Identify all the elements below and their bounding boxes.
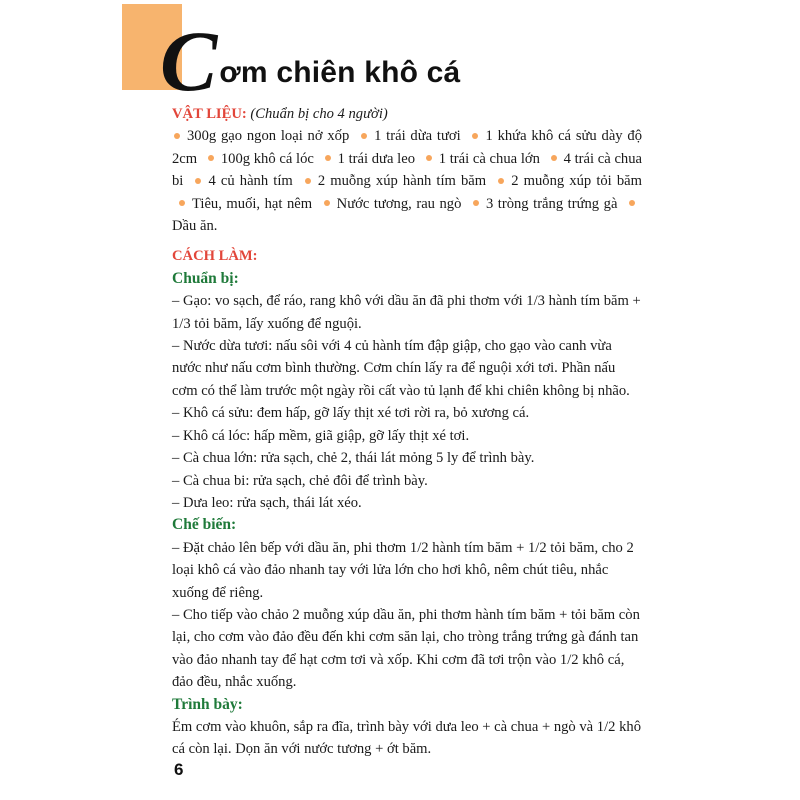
ingredients-list	[172, 125, 642, 237]
bullet-icon	[208, 155, 214, 161]
cook-step: – Đặt chảo lên bếp với dầu ăn, phi thơm 1/2 hành tím băm + 1/2 tỏi băm, cho 2 loại khô cá vào đảo nhanh tay với lửa lớn cho hơi khô, nêm chút tiêu, nhắc xuống để riêng.	[172, 539, 634, 601]
ingredient-item: Tiêu, muối, hạt nêm	[192, 195, 313, 212]
ingredient-item: 300g gạo ngon loại nở xốp	[187, 128, 350, 145]
prep-step: – Nước dừa tươi: nấu sôi với 4 củ hành tím đập giập, cho gạo vào canh vừa nước như nấu cơm bình thường. Cơm chín lấy ra để nguội xới tơi. Phần nấu cơm có thể làm trước một ngày rồi cất vào tủ lạnh để khi chiên không bị nhão.	[172, 338, 630, 399]
prep-step: – Gạo: vo sạch, để ráo, rang khô với dầu ăn đã phi thơm với 1/3 hành tím băm + 1/3 tỏi băm, lấy xuống để nguội.	[172, 293, 641, 332]
ingredient-item: 4 củ hành tím	[208, 173, 293, 190]
bullet-icon	[498, 178, 504, 184]
ingredient-item: 1 trái dưa leo	[337, 150, 415, 167]
page-number: 6	[174, 760, 184, 779]
bullet-icon	[325, 155, 331, 161]
bullet-icon	[426, 155, 432, 161]
bullet-icon	[195, 178, 201, 184]
servings-note: (Chuẩn bị cho 4 người)	[250, 106, 388, 122]
ingredient-item: 1 khứa khô cá sửu dày độ 2cm	[172, 128, 642, 167]
ingredient-item: 2 muỗng xúp hành tím băm	[317, 173, 487, 190]
title-initial: C	[160, 13, 218, 109]
cook-heading: Chế biến:	[172, 516, 237, 534]
prep-step: – Dưa leo: rửa sạch, thái lát xéo.	[172, 494, 362, 511]
title-text: ơm chiên khô cá	[219, 56, 461, 89]
bullet-icon	[179, 200, 185, 206]
bullet-icon	[472, 133, 478, 139]
ingredients-heading: VẬT LIỆU:	[172, 106, 247, 122]
ingredient-item: 100g khô cá lóc	[220, 150, 314, 167]
prep-heading: Chuẩn bị:	[172, 269, 239, 287]
bullet-icon	[629, 200, 635, 206]
page-title	[160, 13, 461, 109]
bullet-icon	[473, 200, 479, 206]
recipe-content	[172, 103, 642, 761]
ingredient-item: Dầu ăn.	[172, 218, 218, 235]
ingredient-item: 1 trái cà chua lớn	[438, 150, 540, 167]
method-heading: CÁCH LÀM:	[172, 248, 258, 265]
ingredients-heading-line	[172, 103, 642, 125]
prep-step: – Khô cá sửu: đem hấp, gỡ lấy thịt xé tơi rời ra, bỏ xương cá.	[172, 405, 530, 422]
ingredient-item: 4 trái cà chua bi	[172, 150, 642, 190]
bullet-icon	[361, 133, 367, 139]
bullet-icon	[305, 178, 311, 184]
bullet-icon	[551, 155, 557, 161]
prep-step: – Khô cá lóc: hấp mềm, giã giập, gỡ lấy thịt xé tơi.	[172, 427, 470, 444]
ingredient-item: 3 tròng trắng trứng gà	[485, 195, 618, 212]
serve-heading: Trình bày:	[172, 695, 243, 713]
serve-text: Ém cơm vào khuôn, sắp ra đĩa, trình bày với dưa leo + cà chua + ngò và 1/2 khô cá còn lại. Dọn ăn với nước tương + ớt băm.	[172, 718, 641, 758]
prep-step: – Cà chua lớn: rửa sạch, chẻ 2, thái lát mỏng 5 ly để trình bày.	[172, 450, 535, 467]
ingredient-item: Nước tương, rau ngò	[336, 195, 462, 212]
prep-step: – Cà chua bi: rửa sạch, chẻ đôi để trình bày.	[172, 472, 428, 489]
bullet-icon	[174, 133, 180, 139]
ingredient-item: 1 trái dừa tươi	[374, 128, 461, 145]
ingredient-item: 2 muỗng xúp tỏi băm	[511, 173, 642, 190]
cook-step: – Cho tiếp vào chảo 2 muỗng xúp dầu ăn, phi thơm hành tím băm + tỏi băm còn lại, cho cơm vào đảo đều đến khi cơm săn lại, cho tròng trắng trứng gà đánh tan vào đảo nhanh tay để hạt cơm tơi và xốp. Khi cơm đã tơi trộn vào 1/2 khô cá, đảo đều, nhắc xuống.	[172, 606, 640, 691]
bullet-icon	[324, 200, 330, 206]
